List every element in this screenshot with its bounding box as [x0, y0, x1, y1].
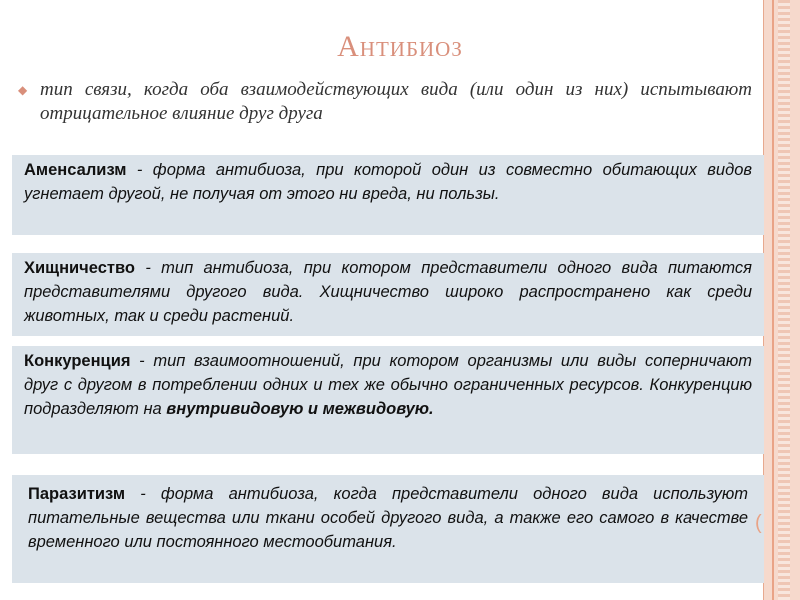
sentence-end: . — [429, 400, 434, 418]
diamond-bullet-icon: ◆ — [18, 83, 28, 97]
parasitism-box — [12, 475, 764, 583]
decorative-bracket: ( — [755, 512, 762, 534]
term-description: - тип взаимоотношений, при котором организмы или виды соперничают друг с другом в потреблении одних и тех же обычно ограниченных ресурсов. Конкуренцию подразделяют на — [24, 352, 752, 418]
predation-box — [12, 253, 764, 336]
right-decorative-border — [763, 0, 800, 600]
term-description: - форма антибиоза, при которой один из совместно обитающих видов угнетает другой, не получая от этого ни вреда, ни пользы. — [24, 161, 752, 203]
term-description: - тип антибиоза, при котором представители одного вида питаются представителями другого вида. Хищничество широко распространено как среди животных, так и среди растений. — [24, 259, 752, 325]
term-label: Хищничество — [24, 259, 135, 277]
border-pattern — [778, 0, 790, 600]
definition-paragraph — [18, 78, 752, 126]
term-label: Аменсализм — [24, 161, 127, 179]
border-line — [772, 0, 774, 600]
slide-title: Антибиоз — [337, 30, 463, 63]
competition-box — [12, 346, 764, 454]
term-label: Конкуренция — [24, 352, 131, 370]
definition-text: тип связи, когда оба взаимодействующих вида (или один из них) испытывают отрицательное влияние друг друга — [40, 79, 752, 124]
amensalism-box — [12, 155, 764, 235]
term-label: Паразитизм — [28, 485, 126, 503]
competition-types: внутривидовую и межвидовую — [166, 400, 430, 418]
term-description: - форма антибиоза, когда представители одного вида используют питательные вещества или ткани особей другого вида, а также его самого в качестве временного или постоянного местообитания. — [28, 485, 748, 551]
